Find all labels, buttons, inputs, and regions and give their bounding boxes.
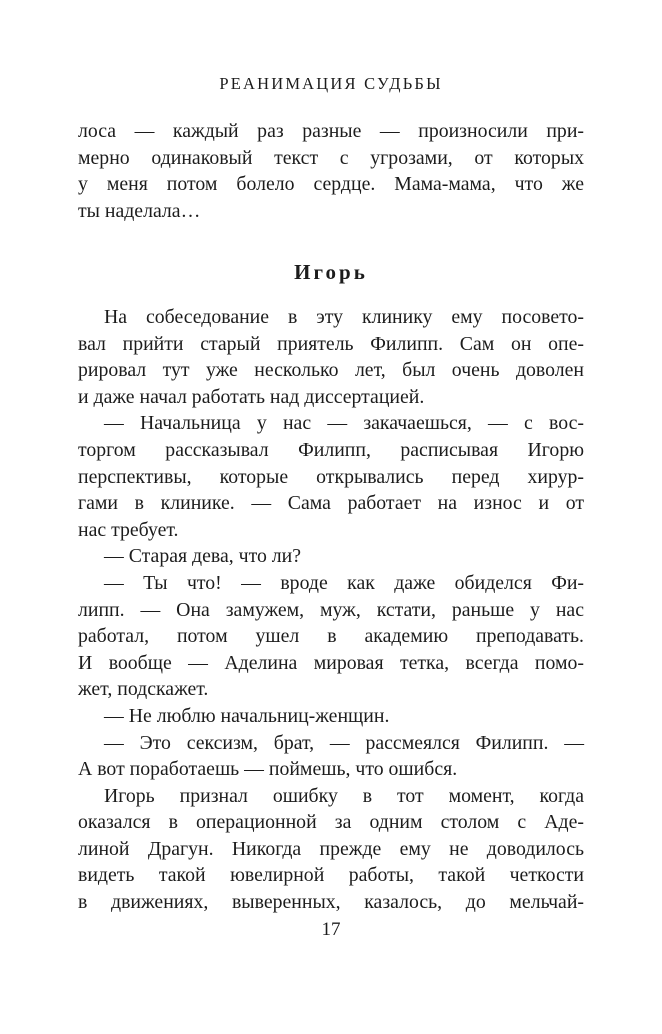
text-line: перспективы, которые открывались перед хирур- [78,465,584,488]
text-line: — Начальница у нас — закачаешься, — с вос- [104,412,584,435]
chapter-body [78,304,584,916]
chapter-title: Игорь [294,260,368,284]
opening-paragraph [78,118,584,224]
text-line: нас требует. [78,518,179,541]
text-line: жет, подскажет. [78,678,209,701]
text-line: — Это сексизм, брат, — рассмеялся Филипп. — [104,731,584,754]
page-number: 17 [321,919,341,940]
text-line: На собеседование в эту клинику ему посовето- [104,306,584,328]
text-line: — Не люблю начальниц-женщин. [104,704,390,727]
text-line: А вот поработаешь — поймешь, что ошибся. [78,758,458,781]
text-line: лоса — каждый раз разные — произносили при- [78,120,584,142]
text-line: линой Драгун. Никогда прежде ему не доводилось [78,837,584,860]
text-line: гами в клинике. — Сама работает на износ и от [78,492,584,515]
text-line: и даже начал работать над диссертацией. [78,385,425,408]
text-line: работал, потом ушел в академию преподавать. [78,625,584,648]
text-line: оказался в операционной за одним столом с Аде- [78,811,584,834]
text-line: видеть такой ювелирной работы, такой четкости [78,864,584,887]
text-line: вал прийти старый приятель Филипп. Сам он опе- [78,332,584,355]
text-line: — Ты что! — вроде как даже обиделся Фи- [104,571,584,594]
text-line: у меня потом болело сердце. Мама-мама, что же [78,173,584,196]
text-line: в движениях, выверенных, казалось, до мельчай- [78,891,584,914]
text-line: липп. — Она замужем, муж, кстати, раньше у нас [78,598,584,621]
running-head: РЕАНИМАЦИЯ СУДЬБЫ [219,74,443,93]
text-line: — Старая дева, что ли? [104,545,302,568]
text-line: мерно одинаковый текст с угрозами, от которых [78,146,584,169]
text-line: Игорь признал ошибку в тот момент, когда [104,784,584,807]
text-line: рировал тут уже несколько лет, был очень доволен [78,359,584,382]
text-line: торгом рассказывал Филипп, расписывая Игорю [78,438,584,461]
text-line: ты наделала… [78,199,201,222]
text-line: И вообще — Аделина мировая тетка, всегда помо- [78,651,584,674]
